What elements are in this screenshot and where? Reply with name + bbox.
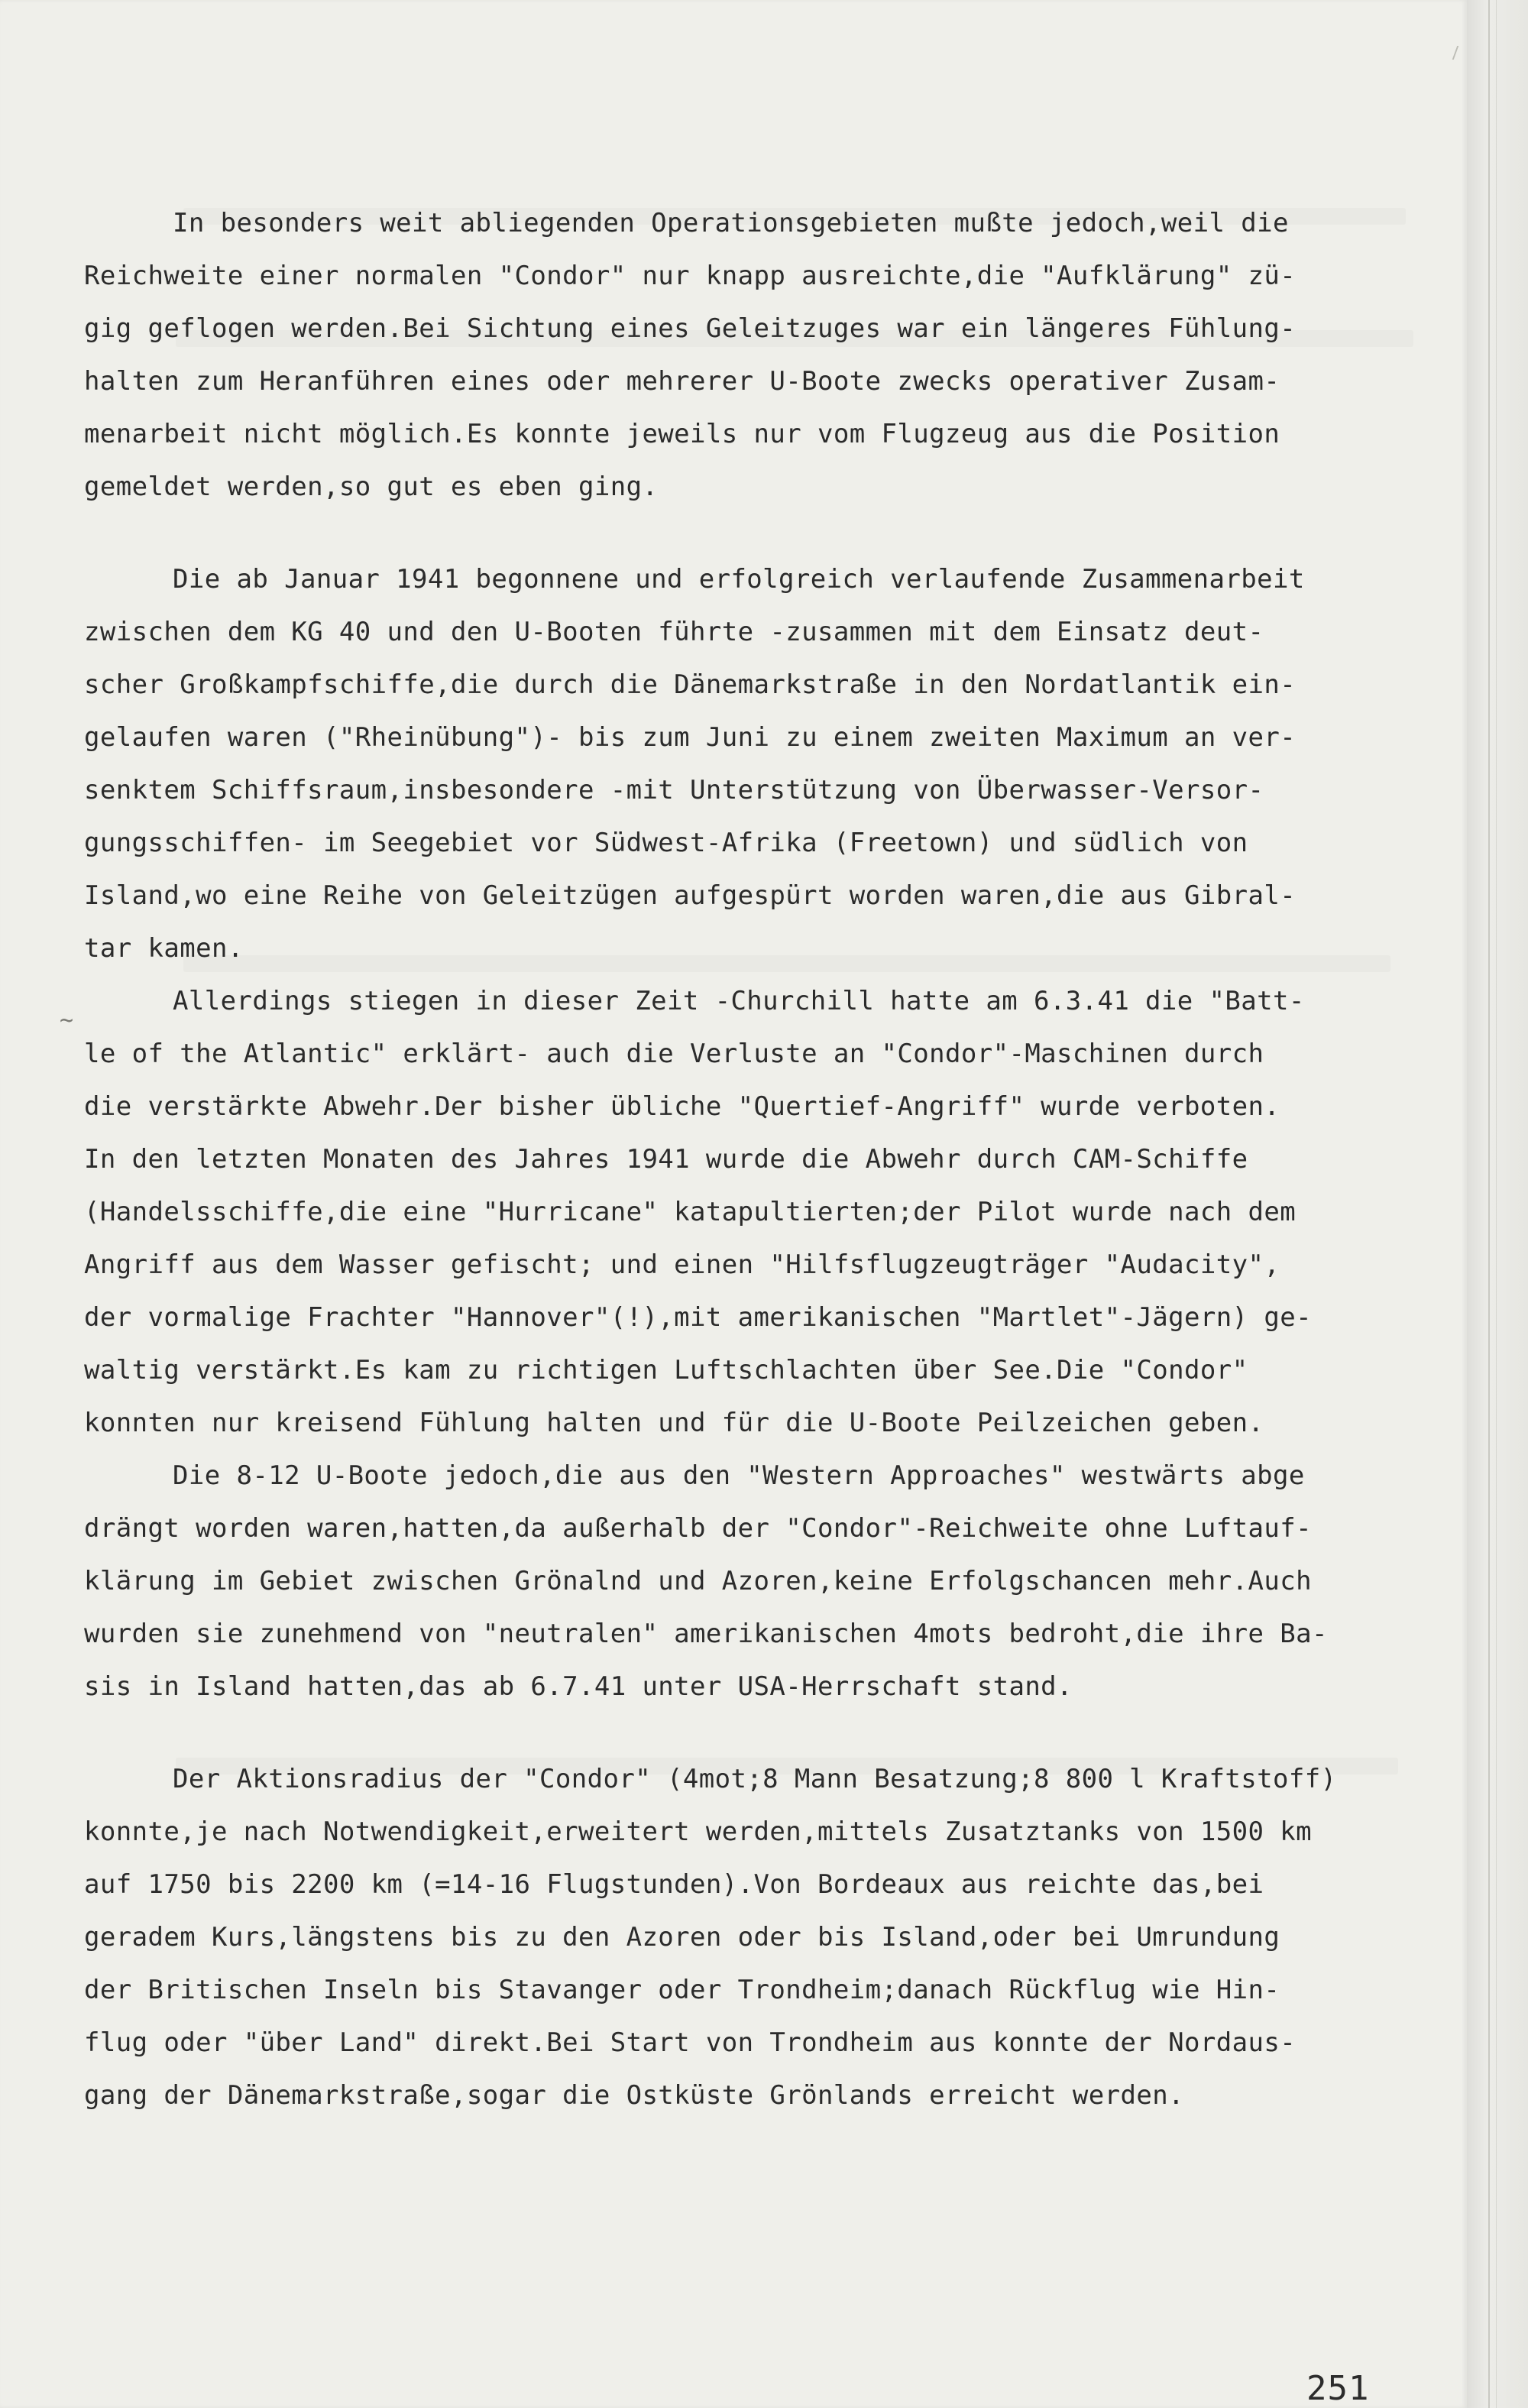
text-line: Die ab Januar 1941 begonnene und erfolgreich verlaufende Zusammenarbeit <box>173 564 1305 595</box>
text-line: senktem Schiffsraum,insbesondere -mit Unterstützung von Überwasser-Versor- <box>84 775 1264 805</box>
text-line: Angriff aus dem Wasser gefischt; und einen "Hilfsflugzeugträger "Audacity", <box>84 1249 1280 1280</box>
text-line: die verstärkte Abwehr.Der bisher übliche "Quertief-Angriff" wurde verboten. <box>84 1091 1280 1122</box>
text-line: Island,wo eine Reihe von Geleitzügen aufgespürt worden waren,die aus Gibral- <box>84 880 1297 911</box>
text-line: In den letzten Monaten des Jahres 1941 wurde die Abwehr durch CAM-Schiffe <box>84 1144 1248 1175</box>
text-line: geradem Kurs,längstens bis zu den Azoren oder bis Island,oder bei Umrundung <box>84 1922 1280 1953</box>
text-line: Die 8-12 U-Boote jedoch,die aus den "Western Approaches" westwärts abge <box>173 1460 1305 1491</box>
text-line: (Handelsschiffe,die eine "Hurricane" katapultierten;der Pilot wurde nach dem <box>84 1197 1297 1227</box>
text-line: Der Aktionsradius der "Condor" (4mot;8 Mann Besatzung;8 800 l Kraftstoff) <box>173 1764 1337 1794</box>
text-line: gig geflogen werden.Bei Sichtung eines Geleitzuges war ein längeres Fühlung- <box>84 313 1297 344</box>
text-line: In besonders weit abliegenden Operationsgebieten mußte jedoch,weil die <box>173 208 1289 238</box>
text-line: sis in Island hatten,das ab 6.7.41 unter USA-Herrschaft stand. <box>84 1671 1073 1702</box>
margin-mark: ~ <box>60 1007 74 1034</box>
text-line: gelaufen waren ("Rheinübung")- bis zum Juni zu einem zweiten Maximum an ver- <box>84 722 1297 753</box>
binding-edge-line-inner <box>1496 0 1497 2408</box>
text-line: halten zum Heranführen eines oder mehrerer U-Boote zwecks operativer Zusam- <box>84 366 1280 397</box>
paragraph-5 <box>84 1753 1421 2122</box>
text-line: gang der Dänemarkstraße,sogar die Ostküste Grönlands erreicht werden. <box>84 2080 1185 2111</box>
text-line: zwischen dem KG 40 und den U-Booten führte -zusammen mit dem Einsatz deut- <box>84 617 1264 647</box>
document-body <box>84 197 1421 2122</box>
text-line: gemeldet werden,so gut es eben ging. <box>84 472 659 502</box>
paragraph-3 <box>84 975 1421 1450</box>
paragraph-2 <box>84 553 1421 975</box>
text-line: Reichweite einer normalen "Condor" nur knapp ausreichte,die "Aufklärung" zü- <box>84 261 1297 291</box>
paragraph-1 <box>84 197 1421 514</box>
text-line: der vormalige Frachter "Hannover"(!),mit amerikanischen "Martlet"-Jägern) ge- <box>84 1302 1312 1333</box>
binding-edge <box>1467 0 1528 2408</box>
text-line: drängt worden waren,hatten,da außerhalb der "Condor"-Reichweite ohne Luftauf- <box>84 1513 1312 1544</box>
paragraph-gap <box>84 514 1421 553</box>
binding-edge-line <box>1488 0 1490 2408</box>
text-line: waltig verstärkt.Es kam zu richtigen Luftschlachten über See.Die "Condor" <box>84 1355 1248 1385</box>
text-line: menarbeit nicht möglich.Es konnte jeweils nur vom Flugzeug aus die Position <box>84 419 1280 449</box>
text-line: konnten nur kreisend Fühlung halten und für die U-Boote Peilzeichen geben. <box>84 1408 1264 1438</box>
text-line: tar kamen. <box>84 933 244 964</box>
text-line: wurden sie zunehmend von "neutralen" amerikanischen 4mots bedroht,die ihre Ba- <box>84 1619 1328 1649</box>
page-number: 251 <box>1306 2369 1370 2408</box>
text-line: konnte,je nach Notwendigkeit,erweitert werden,mittels Zusatztanks von 1500 km <box>84 1817 1312 1847</box>
paragraph-gap <box>84 1713 1421 1753</box>
paragraph-4 <box>84 1450 1421 1713</box>
text-line: gungsschiffen- im Seegebiet vor Südwest-Afrika (Freetown) und südlich von <box>84 828 1248 858</box>
text-line: klärung im Gebiet zwischen Grönalnd und Azoren,keine Erfolgschancen mehr.Auch <box>84 1566 1312 1596</box>
text-line: auf 1750 bis 2200 km (=14-16 Flugstunden).Von Bordeaux aus reichte das,bei <box>84 1869 1264 1900</box>
text-line: Allerdings stiegen in dieser Zeit -Churchill hatte am 6.3.41 die "Batt- <box>173 986 1305 1016</box>
text-line: flug oder "über Land" direkt.Bei Start von Trondheim aus konnte der Nordaus- <box>84 2027 1297 2058</box>
text-line: scher Großkampfschiffe,die durch die Dänemarkstraße in den Nordatlantik ein- <box>84 669 1297 700</box>
text-line: le of the Atlantic" erklärt- auch die Verluste an "Condor"-Maschinen durch <box>84 1039 1264 1069</box>
text-line: der Britischen Inseln bis Stavanger oder Trondheim;danach Rückflug wie Hin- <box>84 1975 1280 2005</box>
